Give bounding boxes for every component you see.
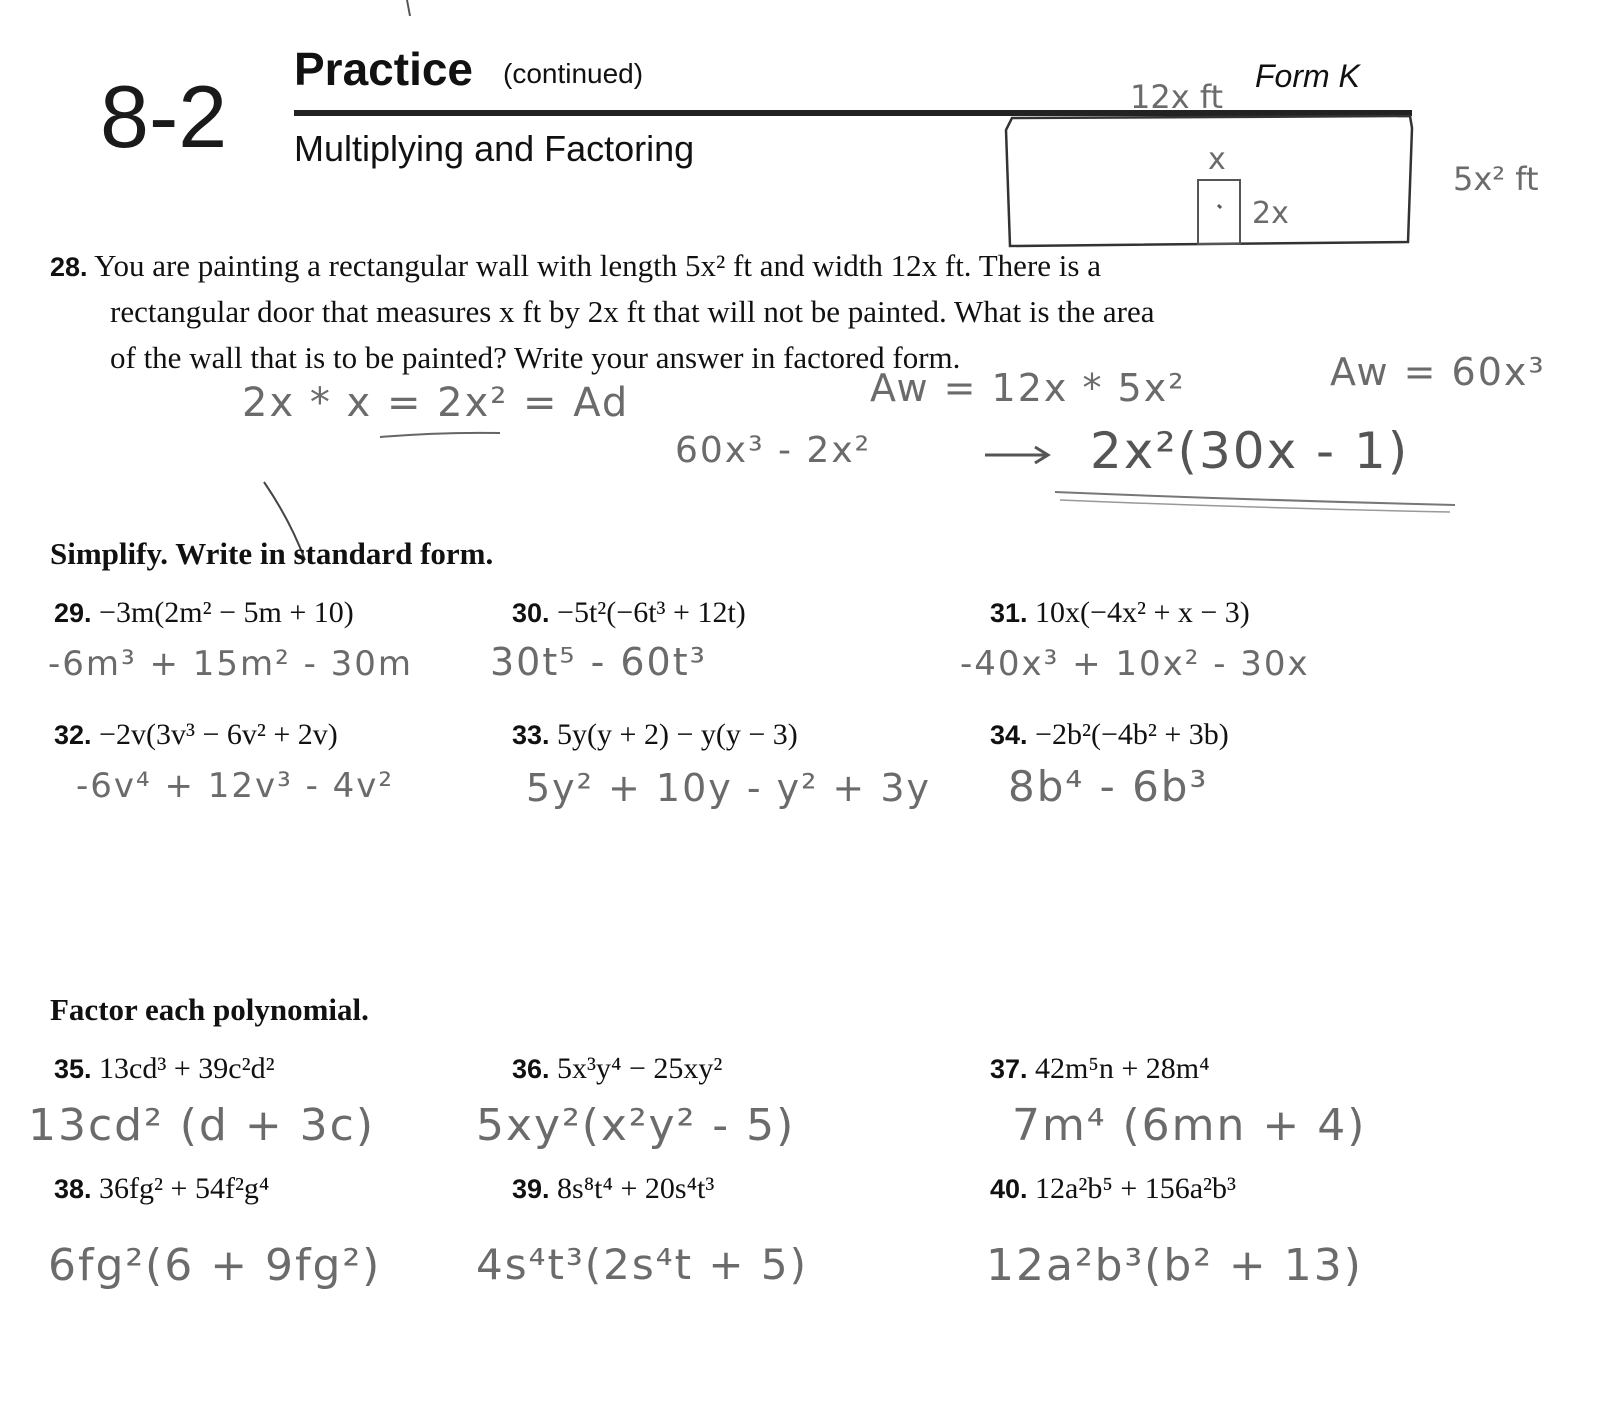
problem-text-line: rectangular door that measures x ft by 2x ft that will not be painted. What is the area [110, 294, 1155, 329]
problem-38: 38. 36fg² + 54f²g⁴ [54, 1172, 270, 1205]
problem-number: 28. [50, 252, 88, 282]
answer-33: 5y² + 10y - y² + 3y [526, 766, 931, 810]
answer-32: -6v⁴ + 12v³ - 4v² [76, 766, 395, 806]
lesson-number: 8-2 [100, 67, 228, 166]
section-heading-factor: Factor each polynomial. [50, 992, 369, 1027]
work-final-answer: 2x²(30x - 1) [1090, 422, 1410, 480]
problem-39: 39. 8s⁸t⁴ + 20s⁴t³ [512, 1172, 715, 1205]
door-width-label: x [1208, 142, 1226, 177]
problem-33: 33. 5y(y + 2) − y(y − 3) [512, 718, 798, 751]
answer-31: -40x³ + 10x² - 30x [960, 644, 1310, 684]
work-wall-total: Aw = 60x³ [1330, 350, 1546, 394]
problem-37: 37. 42m⁵n + 28m⁴ [990, 1052, 1210, 1085]
answer-40: 12a²b³(b² + 13) [986, 1240, 1363, 1291]
work-difference: 60x³ - 2x² [675, 430, 872, 471]
problem-text-line: of the wall that is to be painted? Write your answer in factored form. [110, 340, 961, 375]
work-wall-area: Aw = 12x * 5x² [870, 366, 1186, 410]
problem-29: 29. −3m(2m² − 5m + 10) [54, 596, 354, 629]
form-label: Form K [1255, 58, 1360, 94]
problem-32: 32. −2v(3v³ − 6v² + 2v) [54, 718, 338, 751]
section-heading-simplify: Simplify. Write in standard form. [50, 536, 494, 571]
problem-30: 30. −5t²(−6t³ + 12t) [512, 596, 746, 629]
answer-30: 30t⁵ - 60t³ [490, 640, 707, 684]
page-subtitle: Multiplying and Factoring [294, 128, 695, 169]
problem-34: 34. −2b²(−4b² + 3b) [990, 718, 1229, 751]
problem-35: 35. 13cd³ + 39c²d² [54, 1052, 275, 1085]
problem-text-line: You are painting a rectangular wall with length 5x² ft and width 12x ft. There is a [94, 248, 1101, 283]
answer-35: 13cd² (d + 3c) [28, 1100, 376, 1151]
answer-37: 7m⁴ (6mn + 4) [1012, 1100, 1367, 1151]
diagram-width-label: 5x² ft [1453, 160, 1539, 198]
work-door-area: 2x * x = 2x² = Ad [242, 380, 630, 426]
problem-28 [50, 244, 1101, 289]
problem-40: 40. 12a²b⁵ + 156a²b³ [990, 1172, 1237, 1205]
diagram-length-label: 12x ft [1130, 78, 1224, 116]
problem-31: 31. 10x(−4x² + x − 3) [990, 596, 1250, 629]
answer-39: 4s⁴t³(2s⁴t + 5) [476, 1240, 809, 1289]
page-title: Practice [294, 43, 474, 95]
title-note: (continued) [503, 58, 644, 89]
door-height-label: 2x [1252, 196, 1289, 231]
problem-36: 36. 5x³y⁴ − 25xy² [512, 1052, 723, 1085]
answer-38: 6fg²(6 + 9fg²) [48, 1240, 382, 1291]
answer-36: 5xy²(x²y² - 5) [476, 1100, 796, 1151]
answer-29: -6m³ + 15m² - 30m [48, 644, 414, 684]
answer-34: 8b⁴ - 6b³ [1008, 762, 1209, 811]
